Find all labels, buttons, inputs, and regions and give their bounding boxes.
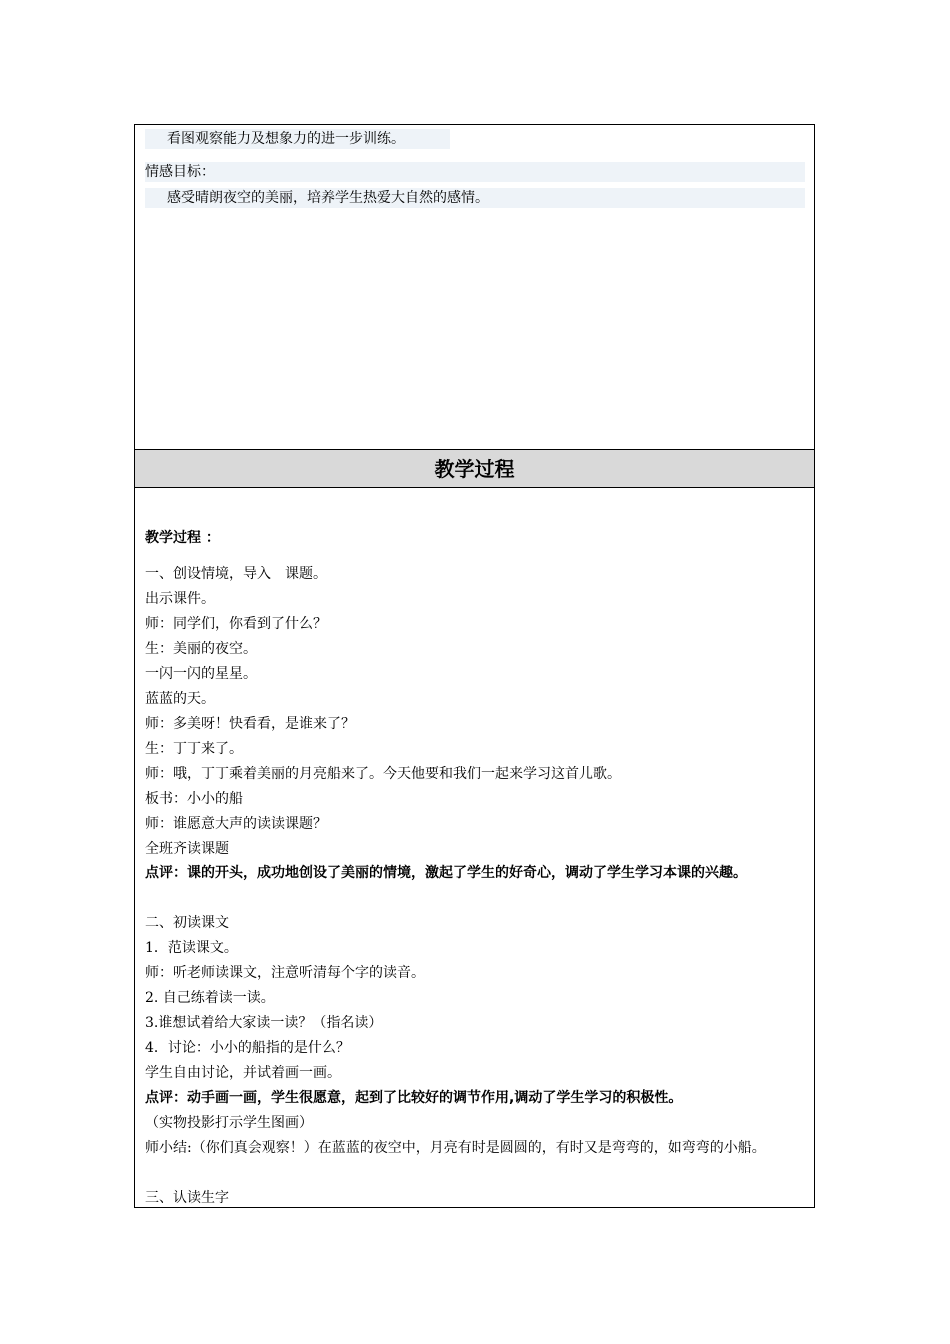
process-cell — [135, 488, 814, 1207]
lesson-table — [134, 124, 815, 1208]
process-line: 二、初读课文 — [145, 915, 229, 931]
process-line: 师：同学们，你看到了什么？ — [145, 616, 327, 632]
process-line: 2. 自己练着读一读。 — [145, 990, 275, 1006]
process-line: 学生自由讨论，并试着画一画。 — [145, 1065, 341, 1081]
process-line: 师：谁愿意大声的读读课题？ — [145, 816, 327, 832]
emotion-objective-text: 感受晴朗夜空的美丽，培养学生热爱大自然的感情。 — [145, 188, 805, 208]
process-line: 师：多美呀！快看看，是谁来了？ — [145, 716, 355, 732]
process-line: 板书：小小的船 — [145, 791, 243, 807]
process-line: 生：丁丁来了。 — [145, 741, 243, 757]
process-line: 出示课件。 — [145, 591, 215, 607]
process-line: 4．讨论：小小的船指的是什么？ — [145, 1040, 350, 1056]
objectives-cell — [135, 125, 814, 450]
process-line: 蓝蓝的天。 — [145, 691, 215, 707]
process-line: 3.谁想试着给大家读一读？（指名读） — [145, 1015, 383, 1031]
process-title: 教学过程 ： — [145, 530, 220, 546]
section-header-title: 教学过程 — [434, 457, 515, 481]
teacher-summary: 师小结:（你们真会观察！）在蓝蓝的夜空中，月亮有时是圆圆的，有时又是弯弯的，如弯弯的小船。 — [145, 1140, 766, 1156]
objective-observe-text: 看图观察能力及想象力的进一步训练。 — [145, 129, 450, 149]
process-line: 一、创设情境，导入 课题。 — [145, 566, 327, 582]
comment-1: 点评：课的开头，成功地创设了美丽的情境，激起了学生的好奇心，调动了学生学习本课的兴趣。 — [145, 865, 747, 881]
comment-2: 点评：动手画一画，学生很愿意，起到了比较好的调节作用,调动了学生学习的积极性。 — [145, 1090, 683, 1106]
process-line: 师：哦，丁丁乘着美丽的月亮船来了。今天他要和我们一起来学习这首儿歌。 — [145, 766, 621, 782]
process-line: 三、认读生字 — [145, 1190, 229, 1206]
process-line: （实物投影打示学生图画） — [145, 1115, 313, 1131]
process-line: 师：听老师读课文，注意听清每个字的读音。 — [145, 965, 425, 981]
process-line: 全班齐读课题 — [145, 841, 229, 857]
emotion-objective-heading: 情感目标： — [145, 162, 805, 182]
process-line: 一闪一闪的星星。 — [145, 666, 257, 682]
process-line: 生：美丽的夜空。 — [145, 641, 257, 657]
section-header-cell — [135, 450, 814, 488]
process-line: 1．范读课文。 — [145, 940, 238, 956]
